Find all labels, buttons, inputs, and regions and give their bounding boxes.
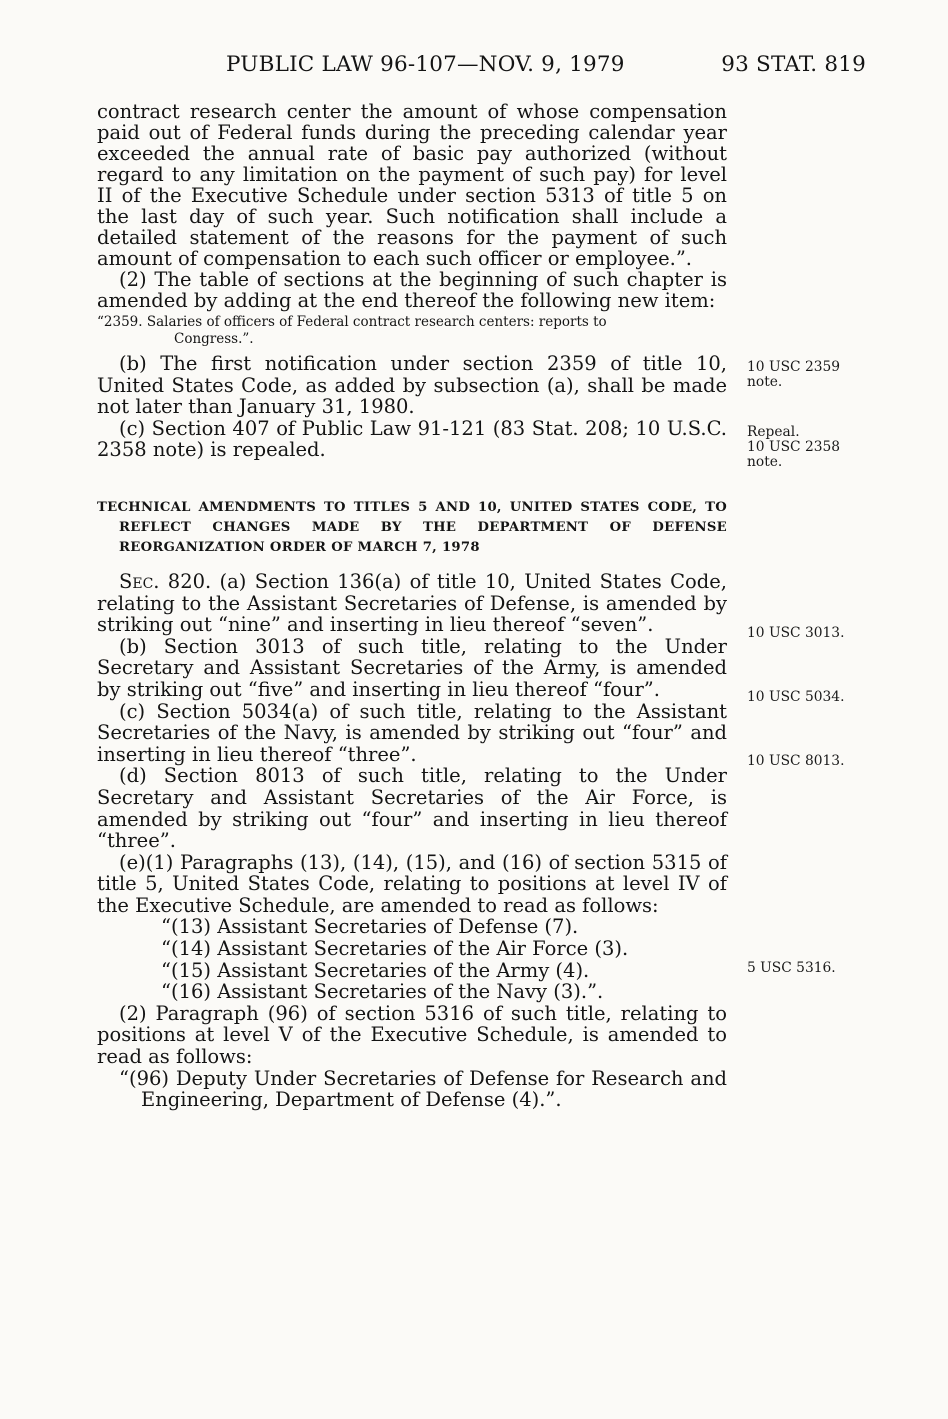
list-item-13: “(13) Assistant Secretaries of Defense (7). [161,915,579,939]
table-item-line-2: Congress.”. [174,331,254,347]
header-public-law: PUBLIC LAW 96-107—NOV. 9, 1979 [226,52,625,77]
section-heading: TECHNICAL AMENDMENTS TO TITLES 5 AND 10, UNITED STATES CODE, TO REFLECT CHANGES MADE BY THE DEPARTMENT OF DEFENSE REORGANIZATION ORDER OF MARCH 7, 1978 [97,499,727,555]
list-item-15: “(15) Assistant Secretaries of the Army (4). [161,958,590,982]
paragraph-sec-820-e1: (e)(1) Paragraphs (13), (14), (15), and (16) of section 5315 of title 5, United States Code, relating to positions at level IV of the Executive Schedule, are amended to read as follows: [97,850,727,917]
margin-note-8013: 10 USC 8013. [747,753,845,769]
paragraph-continuation: contract research center the amount of whose compensation paid out of Federal funds during the preceding calendar year exceeded the annual rate of basic pay authorized (without regard to any limitation on the payment of such pay) for level II of the Executive Schedule under section 5313 of title 5 on the last day of such year. Such notification shall include a detailed statement of the reasons for the payment of such amount of compensation to each such officer or employee.”. [97,100,727,270]
header-statute-page: 93 STAT. 819 [721,52,866,77]
page-header [96,52,866,88]
margin-note-repeal-line-1: Repeal. [747,424,800,440]
table-of-sections-item [97,314,727,348]
margin-note-repeal-line-2: 10 USC 2358 [747,439,841,455]
margin-note-2359-line-1: 10 USC 2359 [747,359,841,375]
margin-note-2359 [747,360,840,390]
margin-note-repeal [747,425,840,470]
paragraph-sec-820-d: (d) Section 8013 of such title, relating to the Under Secretary and Assistant Secretaries of the Air Force, is amended by striking out “four” and inserting in lieu thereof “three”. [97,764,727,853]
table-item-line-1: “2359. Salaries of officers of Federal contract research centers: reports to [97,314,607,330]
list-item-14: “(14) Assistant Secretaries of the Air Force (3). [161,937,629,961]
document-body [97,101,727,1111]
paragraph-sec-820-b: (b) Section 3013 of such title, relating to the Under Secretary and Assistant Secretaries of the Army, is amended by striking out “five” and inserting in lieu thereof “four”. [97,634,727,701]
margin-note-5034: 10 USC 5034. [747,689,845,705]
list-item-96: “(96) Deputy Under Secretaries of Defense for Research and Engineering, Department of Defense (4).”. [119,1066,727,1112]
paragraph-table-amendment: (2) The table of sections at the beginning of such chapter is amended by adding at the end thereof the following new item: [97,268,727,312]
paragraph-sec-820-a [97,571,727,636]
margin-note-3013: 10 USC 3013. [747,625,845,641]
paragraph-c-repeal: (c) Section 407 of Public Law 91-121 (83 Stat. 208; 10 U.S.C. 2358 note) is repealed. [97,416,727,462]
paragraph-sec-820-c: (c) Section 5034(a) of such title, relating to the Assistant Secretaries of the Navy, is amended by striking out “four” and inserting in lieu thereof “three”. [97,699,727,766]
paragraph-b-notification: (b) The first notification under section 2359 of title 10, United States Code, as added by subsection (a), shall be made not later than January 31, 1980. [97,352,727,419]
margin-note-repeal-line-3: note. [747,454,783,470]
sec-820-a-text: (a) Section 136(a) of title 10, United States Code, relating to the Assistant Secretaries of Defense, is amended by striking out “nine” and inserting in lieu thereof “seven”. [97,569,727,637]
margin-note-5316: 5 USC 5316. [747,960,836,976]
list-item-16: “(16) Assistant Secretaries of the Navy (3).”. [161,980,604,1004]
section-label: Sec. 820. [119,569,212,593]
paragraph-sec-820-e2: (2) Paragraph (96) of section 5316 of such title, relating to positions at level V of the Executive Schedule, is amended to read as follows: [97,1001,727,1069]
margin-note-2359-line-2: note. [747,374,783,390]
